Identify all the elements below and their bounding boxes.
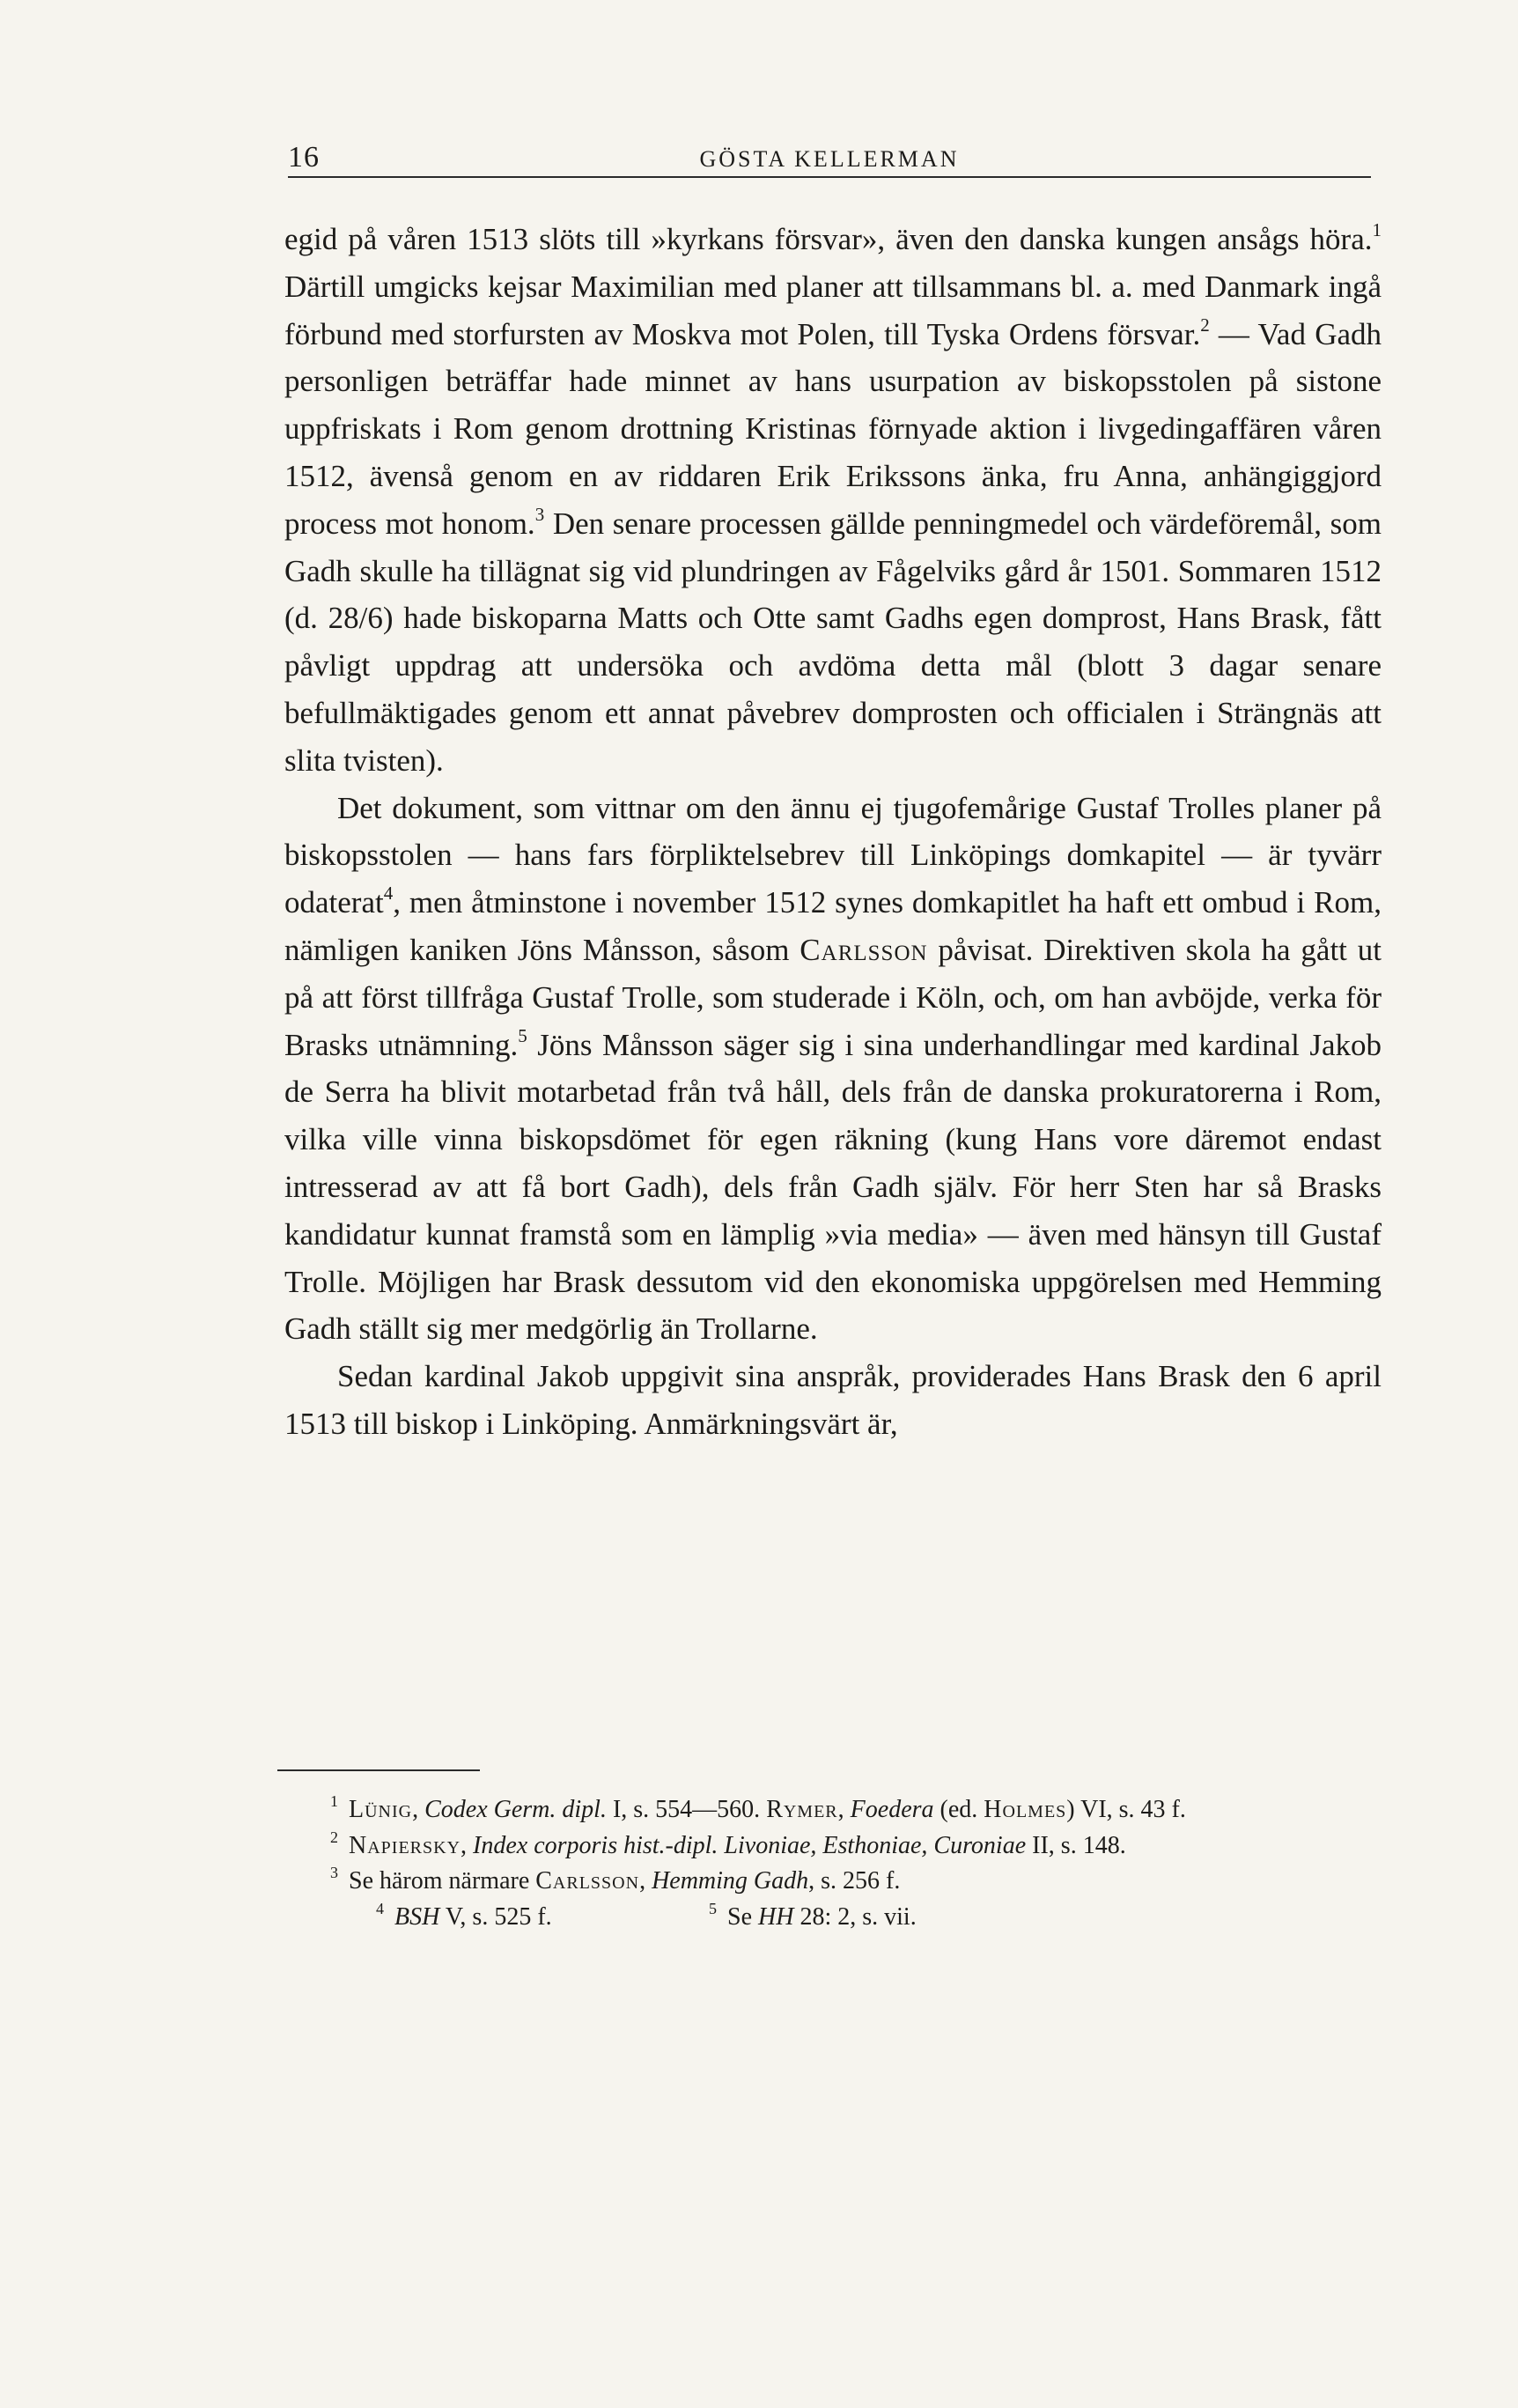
work-title: HH bbox=[758, 1902, 794, 1931]
footnote-3 bbox=[284, 1864, 1373, 1900]
paragraph-1 bbox=[284, 216, 1382, 785]
author-name: Carlsson bbox=[800, 932, 928, 967]
author-name: Rymer bbox=[766, 1796, 838, 1823]
author-name: Napiersky bbox=[349, 1831, 461, 1859]
running-head: GÖSTA KELLERMAN bbox=[699, 146, 960, 172]
footnote-1 bbox=[284, 1792, 1373, 1828]
footnote-2 bbox=[284, 1828, 1373, 1865]
text-run: Sedan kardinal Jakob uppgivit sina anspråk, providerades Hans Brask den 6 april 1513 till biskop i Linköping. Anmärkningsvärt är, bbox=[284, 1359, 1382, 1441]
text-run: , bbox=[412, 1796, 425, 1823]
footnote-divider bbox=[277, 1769, 480, 1771]
footnote-number: 3 bbox=[330, 1864, 338, 1881]
text-run: II, s. 148. bbox=[1026, 1831, 1126, 1859]
text-run: , bbox=[837, 1796, 851, 1823]
paragraph-2 bbox=[284, 785, 1382, 1354]
work-title: Index corporis hist.-dipl. Livoniae, Esthoniae, Curoniae bbox=[473, 1831, 1027, 1859]
text-run: 28: 2, s. vii. bbox=[793, 1902, 917, 1931]
text-run: egid på våren 1513 slöts till »kyrkans försvar», även den danska kungen ansågs höra. bbox=[284, 222, 1373, 256]
text-run: Därtill umgicks kejsar Maximilian med planer att tillsammans bl. a. med Danmark ingå förbund med storfursten av Moskva mot Polen, till Tyska Ordens försvar. bbox=[284, 269, 1382, 351]
paragraph-3 bbox=[284, 1353, 1382, 1448]
footnote-ref-2: 2 bbox=[1200, 314, 1210, 336]
footnotes bbox=[284, 1792, 1373, 1935]
work-title: Foedera bbox=[850, 1796, 934, 1823]
footnote-number: 1 bbox=[330, 1792, 338, 1810]
text-run: , bbox=[461, 1831, 474, 1859]
footnote-number: 5 bbox=[709, 1899, 717, 1917]
footnote-ref-3: 3 bbox=[534, 503, 545, 525]
author-name: Carlsson bbox=[535, 1867, 640, 1895]
body-text bbox=[284, 216, 1382, 1448]
footnote-4-5 bbox=[284, 1900, 1373, 1936]
text-run: , bbox=[639, 1867, 652, 1895]
footnote-4 bbox=[330, 1900, 709, 1936]
page-header bbox=[288, 141, 1371, 178]
text-run: Jöns Månsson säger sig i sina underhandlingar med kardinal Jakob de Serra ha blivit motarbetad från två håll, dels från de danska prokuratorerna i Rom, vilka ville vinna biskopsdömet för egen räkning (kung Hans vore däremot endast intresserad av att få bort Gadh), dels från Gadh själv. För herr Sten har så Brasks kandidatur kunnat framstå som en lämplig »via media» — även med hänsyn till Gustaf Trolle. Möjligen har Brask dessutom vid den ekonomiska uppgörelsen med Hemming Gadh ställt sig mer medgörlig än Trollarne. bbox=[284, 1027, 1382, 1347]
text-run: påvisat. Direktiven skola ha gått ut på att först tillfråga Gustaf Trolle, som studerade i Köln, och, om han avböjde, verka för Brasks utnämning. bbox=[284, 932, 1382, 1062]
footnote-ref-5: 5 bbox=[518, 1024, 527, 1046]
text-run: (ed. bbox=[933, 1796, 984, 1823]
author-name: Lünig bbox=[349, 1796, 413, 1823]
text-run: Se bbox=[727, 1902, 758, 1931]
work-title: Codex Germ. dipl. bbox=[424, 1796, 607, 1823]
text-run: , men åtminstone i november 1512 synes domkapitlet ha haft ett ombud i Rom, nämligen kaniken Jöns Månsson, såsom bbox=[284, 885, 1382, 967]
text-run: , s. 256 f. bbox=[808, 1867, 901, 1895]
text-run: Se härom närmare bbox=[349, 1867, 536, 1895]
text-run: — Vad Gadh personligen beträffar hade minnet av hans usurpation av biskopsstolen på sistone uppfriskats i Rom genom drottning Kristinas förnyade aktion i livgedingaffären våren 1512, ävenså genom en av riddaren Erik Erikssons änka, fru Anna, anhängiggjord process mot honom. bbox=[284, 316, 1382, 541]
footnote-5 bbox=[709, 1899, 917, 1931]
text-run: ) VI, s. 43 f. bbox=[1066, 1796, 1186, 1823]
footnote-number: 4 bbox=[376, 1899, 384, 1917]
work-title: BSH bbox=[394, 1902, 440, 1931]
footnote-ref-1: 1 bbox=[1372, 219, 1382, 240]
page-number: 16 bbox=[288, 141, 320, 174]
footnote-ref-4: 4 bbox=[383, 883, 394, 905]
text-run: I, s. 554—560. bbox=[606, 1796, 767, 1823]
footnote-number: 2 bbox=[330, 1828, 338, 1846]
text-run: Det dokument, som vittnar om den ännu ej tjugofemårige Gustaf Trolles planer på biskopsstolen — hans fars förpliktelsebrev till Linköpings domkapitel — är tyvärr odaterat bbox=[284, 790, 1382, 920]
author-name: Holmes bbox=[984, 1796, 1067, 1823]
work-title: Hemming Gadh bbox=[652, 1867, 809, 1895]
text-run: Den senare processen gällde penningmedel och värdeföremål, som Gadh skulle ha tillägnat sig vid plundringen av Fågelviks gård år 1501. Sommaren 1512 (d. 28/6) hade biskoparna Matts och Otte samt Gadhs egen domprost, Hans Brask, fått påvligt uppdrag att undersöka och avdöma detta mål (blott 3 dagar senare befullmäktigades genom ett annat påvebrev domprosten och officialen i Strängnäs att slita tvisten). bbox=[284, 506, 1382, 778]
text-run: V, s. 525 f. bbox=[439, 1902, 552, 1931]
